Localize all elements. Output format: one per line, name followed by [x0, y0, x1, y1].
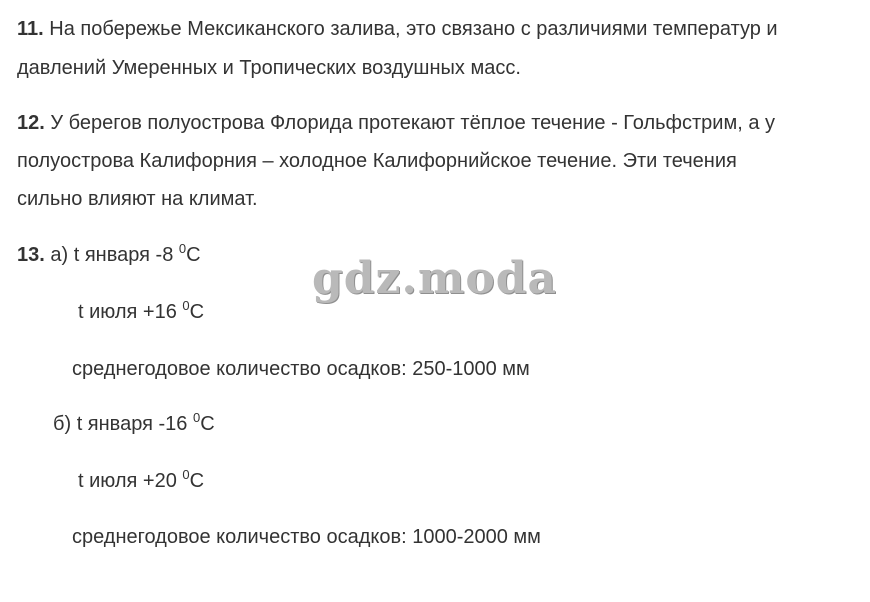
answer-13-a-marker: а) — [50, 244, 69, 266]
answer-13-a-precipitation: среднегодовое количество осадков: 250-1000 мм — [72, 358, 530, 380]
answer-11-number: 11. — [17, 18, 44, 40]
answer-13-b-precipitation: среднегодовое количество осадков: 1000-2000 мм — [72, 526, 541, 548]
answer-13-b-january-temp: t января -16 — [76, 413, 188, 435]
answer-12-number: 12. — [17, 112, 45, 134]
answer-13-b-july-temp: t июля +20 — [78, 470, 177, 492]
answer-13-b-july — [78, 469, 204, 493]
answer-12-line-3: сильно влияют на климат. — [17, 188, 258, 210]
degree-superscript: 0 — [182, 298, 190, 313]
answer-11-text-1: На побережье Мексиканского залива, это связано с различиями температур и — [49, 18, 778, 40]
temperature-unit: C — [189, 301, 205, 323]
answer-13-a-july-temp: t июля +16 — [78, 301, 177, 323]
answer-12-line-2: полуострова Калифорния – холодное Калифорнийское течение. Эти течения — [17, 150, 737, 172]
answer-13-number: 13. — [17, 244, 45, 266]
degree-superscript: 0 — [178, 241, 187, 256]
answer-12-line-1 — [17, 111, 775, 135]
answer-13-a-january — [17, 243, 201, 267]
answer-12-text-1: У берегов полуострова Флорида протекают тёплое течение - Гольфстрим, а у — [50, 112, 776, 134]
degree-superscript: 0 — [182, 467, 190, 482]
degree-superscript: 0 — [192, 410, 201, 425]
answer-11-line-2: давлений Умеренных и Тропических воздушных масс. — [17, 57, 521, 79]
answer-13-b-marker: б) — [53, 413, 72, 435]
watermark-logo: gdz.moda — [312, 253, 558, 304]
temperature-unit: C — [186, 244, 201, 266]
answer-13-b-january — [53, 412, 215, 436]
answer-13-a-july — [78, 300, 204, 324]
temperature-unit: C — [189, 470, 205, 492]
answer-13-a-january-temp: t января -8 — [73, 244, 174, 266]
answer-11-line-1 — [17, 17, 778, 41]
temperature-unit: C — [200, 413, 215, 435]
